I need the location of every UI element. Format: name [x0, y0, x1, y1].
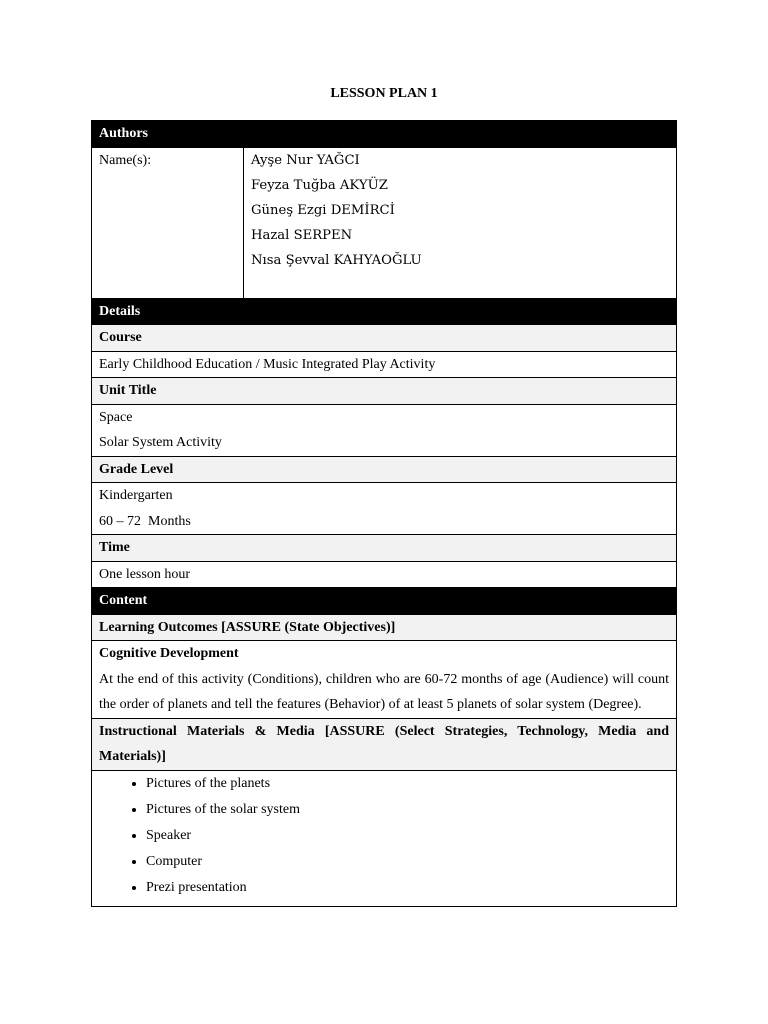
- course-label: Course: [92, 325, 676, 352]
- list-item: • Speaker: [146, 823, 676, 849]
- author-name: Hazal SERPEN: [251, 228, 353, 244]
- list-item: • Pictures of the planets: [146, 771, 676, 797]
- list-item: • Prezi presentation: [146, 875, 676, 901]
- authors-section-header: Authors: [92, 121, 676, 148]
- author-name: Nısa Şevval KAHYAOĞLU: [251, 253, 422, 269]
- grade-level-line: 60 – 72 Months: [99, 513, 191, 529]
- list-item: • Computer: [146, 849, 676, 875]
- grade-level-line: Kindergarten: [99, 488, 173, 503]
- grade-level-label: Grade Level: [92, 457, 676, 484]
- time-label: Time: [92, 535, 676, 562]
- list-item: • Pictures of the solar system: [146, 797, 676, 823]
- unit-title-value: [92, 405, 676, 457]
- cognitive-development-label: Cognitive Development: [99, 646, 239, 661]
- materials-list: [92, 771, 676, 906]
- authors-names-row: [92, 148, 676, 299]
- unit-title-line: Solar System Activity: [99, 435, 222, 450]
- grade-level-value: [92, 483, 676, 535]
- author-name: Güneş Ezgi DEMİRCİ: [251, 202, 395, 218]
- names-label: Name(s):: [92, 148, 244, 298]
- time-value: One lesson hour: [92, 562, 676, 589]
- unit-title-line: Space: [99, 409, 133, 425]
- names-list: [244, 148, 676, 298]
- details-section-header: Details: [92, 299, 676, 326]
- materials-list-cell: [92, 771, 676, 906]
- author-name: Ayşe Nur YAĞCI: [251, 152, 360, 168]
- lesson-plan-table: [91, 120, 677, 907]
- instructional-materials-label: Instructional Materials & Media [ASSURE (Select Strategies, Technology, Media and Materials)]: [92, 719, 676, 771]
- course-value: Early Childhood Education / Music Integrated Play Activity: [92, 352, 676, 379]
- content-section-header: Content: [92, 588, 676, 615]
- page-title: LESSON PLAN 1: [330, 86, 438, 101]
- unit-title-label: Unit Title: [92, 378, 676, 405]
- cognitive-development-text: At the end of this activity (Conditions), children who are 60-72 months of age (Audience) will count the order of planets and tell the features (Behavior) of at least 5 planets of solar system (Degree).: [99, 671, 669, 712]
- cognitive-development-block: [92, 641, 676, 719]
- learning-outcomes-label: Learning Outcomes [ASSURE (State Objectives)]: [92, 615, 676, 642]
- author-name: Feyza Tuğba AKYÜZ: [251, 177, 388, 193]
